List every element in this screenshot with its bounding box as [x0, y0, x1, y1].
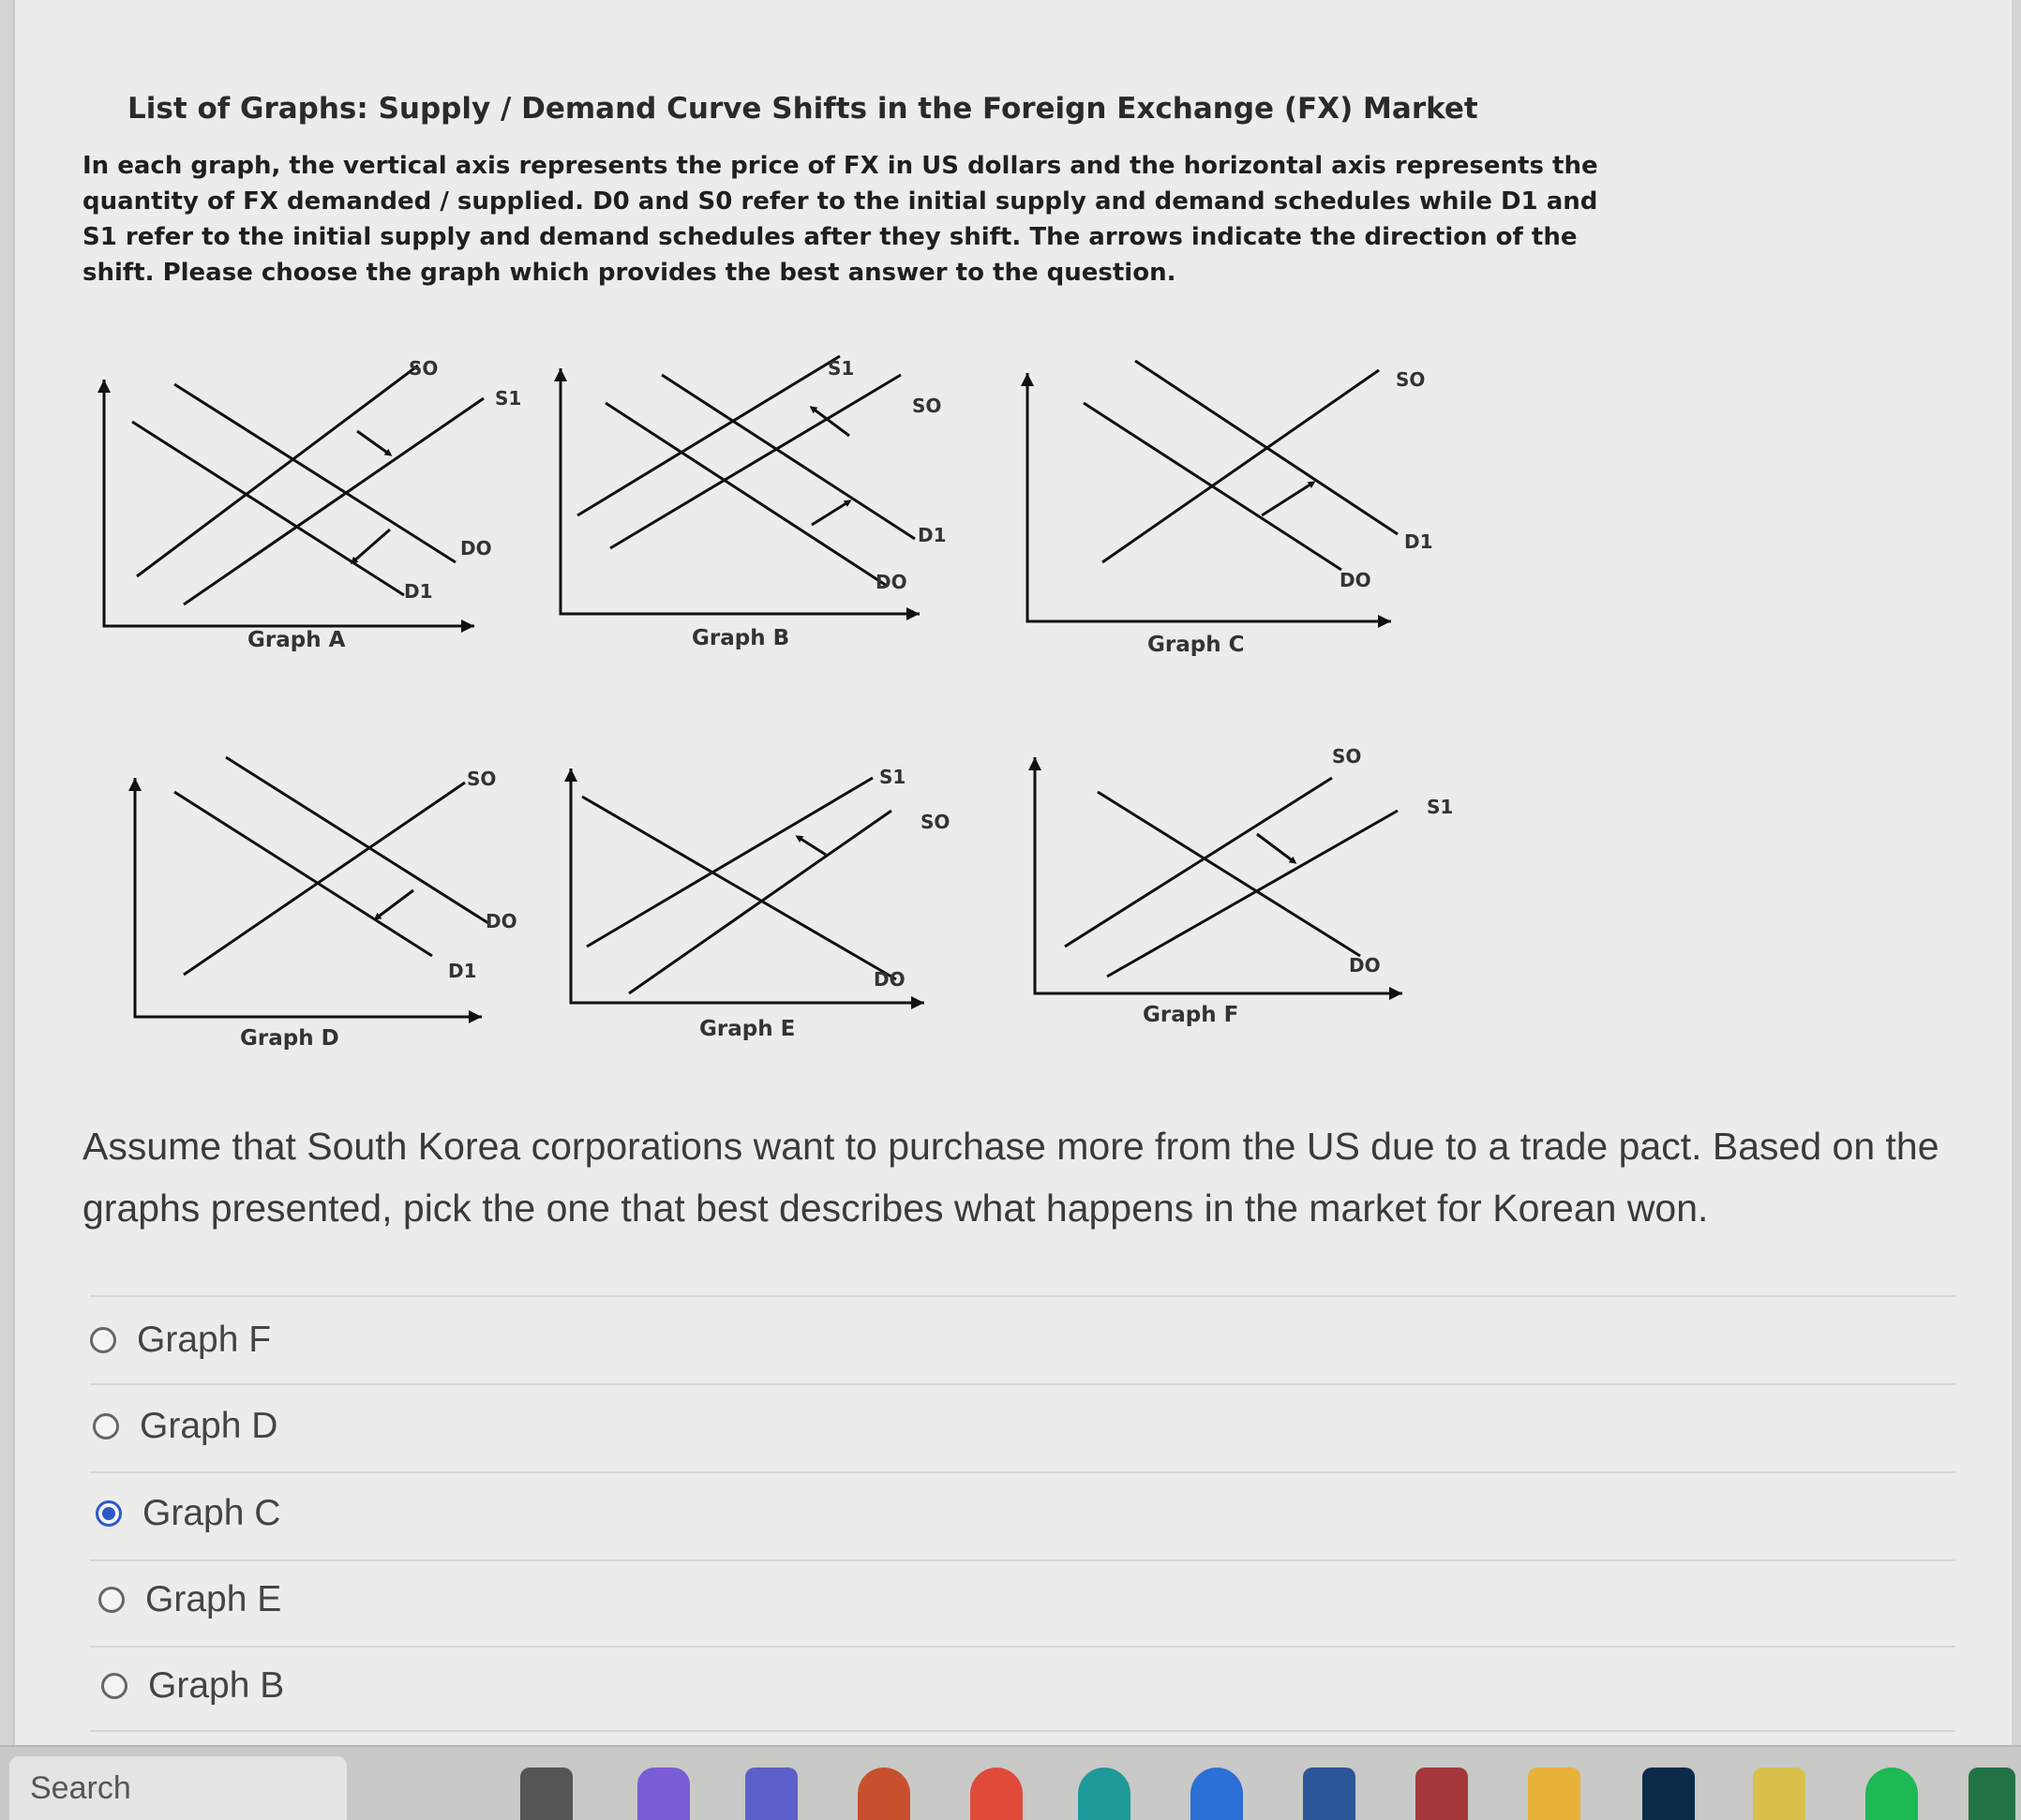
graph-e-demand-d0: [582, 797, 896, 979]
graph-e-caption: Graph E: [699, 1017, 796, 1041]
graph-b: [554, 356, 920, 620]
teams-icon[interactable]: [745, 1768, 798, 1820]
graph-f-demand-d0: [1098, 792, 1360, 956]
graph-f-label-s1: S1: [1427, 796, 1454, 818]
radio-graph-b[interactable]: [101, 1673, 127, 1699]
graph-a-label-d0: DO: [460, 537, 492, 559]
graph-c-demand-d0: [1084, 403, 1341, 570]
graph-e-label-s0: SO: [921, 811, 951, 833]
graph-f-label-d0: DO: [1349, 954, 1381, 977]
graph-a-demand-d1: [132, 422, 404, 595]
graph-e-supply-s1: [587, 778, 873, 947]
graph-c-supply-s0: [1102, 370, 1379, 562]
figure-instructions: In each graph, the vertical axis represents the price of FX in US dollars and the horizontal axis represents the quantity of FX demanded / supplied. D0 and S0 refer to the initial supply and demand schedules while D1 and S1 refer to the initial supply and demand schedules after they shift. The arrows indicate the direction of the shift. Please choose the graph which provides the best answer to the question.: [82, 152, 1598, 287]
chrome-icon[interactable]: [970, 1768, 1023, 1820]
radio-graph-d[interactable]: [93, 1413, 119, 1440]
divider: [90, 1471, 1955, 1473]
graph-b-demand-d1: [662, 375, 915, 539]
graph-f-label-s0: SO: [1332, 745, 1362, 768]
divider: [90, 1646, 1955, 1648]
divider: [90, 1295, 1955, 1297]
graph-c-shift-arrow: [1262, 483, 1313, 515]
radio-graph-c[interactable]: [96, 1500, 122, 1527]
graph-f-shift-arrow: [1257, 834, 1295, 862]
divider: [90, 1383, 1955, 1385]
option-graph-b[interactable]: [101, 1665, 284, 1707]
graph-a-label-d1: D1: [404, 580, 433, 603]
graph-d-supply-s0: [184, 783, 465, 975]
graph-d-label-s0: SO: [467, 768, 497, 790]
graph-e-axes: [571, 768, 924, 1003]
graph-c-demand-d1: [1135, 361, 1398, 534]
graph-f-supply-s0: [1065, 778, 1332, 947]
graphs-figure: [15, 0, 2012, 1087]
snipping-tool-icon[interactable]: [1753, 1768, 1805, 1820]
graph-b-label-d0: DO: [876, 571, 907, 593]
graph-b-label-d1: D1: [918, 524, 947, 546]
graph-b-shift-arrow: [812, 501, 849, 525]
file-explorer-icon[interactable]: [1528, 1768, 1580, 1820]
graph-d-label-d0: DO: [486, 910, 517, 932]
graph-d-demand-d0: [226, 757, 488, 923]
graph-e: [564, 768, 924, 1009]
graph-a-demand-d0: [174, 384, 456, 562]
word-icon[interactable]: [1303, 1768, 1355, 1820]
graph-a-label-s0: SO: [409, 357, 439, 380]
photoshop-icon[interactable]: [1642, 1768, 1695, 1820]
divider: [90, 1559, 1955, 1561]
graph-d-caption: Graph D: [240, 1026, 339, 1051]
graph-b-supply-s0: [610, 375, 901, 548]
graph-a-label-s1: S1: [495, 387, 522, 410]
graph-d-axes: [135, 778, 482, 1017]
graph-b-label-s0: SO: [912, 395, 942, 417]
graph-e-supply-s0: [629, 811, 891, 993]
graph-e-label-d0: DO: [874, 968, 906, 991]
graph-d: [128, 757, 488, 1023]
access-icon[interactable]: [1415, 1768, 1468, 1820]
graph-a-shift-arrow: [357, 431, 390, 455]
graph-d-demand-d1: [174, 792, 432, 956]
graph-e-label-s1: S1: [879, 766, 906, 788]
option-graph-f[interactable]: [90, 1320, 271, 1361]
divider: [90, 1730, 1955, 1732]
graph-c-caption: Graph C: [1147, 633, 1245, 657]
option-label: Graph C: [142, 1493, 281, 1533]
option-label: Graph D: [140, 1406, 278, 1446]
graph-b-shift-arrow: [812, 408, 849, 436]
option-label: Graph B: [148, 1665, 285, 1706]
taskbar-search[interactable]: [9, 1756, 347, 1820]
excel-icon[interactable]: [1969, 1768, 2015, 1820]
copilot-icon[interactable]: [637, 1768, 690, 1820]
graph-b-caption: Graph B: [692, 626, 790, 650]
graph-c-label-s0: SO: [1396, 368, 1426, 391]
graph-d-shift-arrow: [376, 890, 413, 918]
graph-e-shift-arrow: [798, 837, 826, 855]
spotify-icon[interactable]: [1865, 1768, 1918, 1820]
radio-graph-e[interactable]: [98, 1587, 125, 1613]
search-label: Search: [30, 1769, 131, 1806]
graph-c-label-d0: DO: [1340, 569, 1371, 591]
graph-a-caption: Graph A: [247, 628, 346, 652]
option-label: Graph F: [137, 1320, 272, 1360]
question-panel: [13, 0, 2012, 1745]
powerpoint-icon[interactable]: [858, 1768, 910, 1820]
graph-a-shift-arrow: [352, 530, 390, 562]
option-label: Graph E: [145, 1579, 282, 1619]
question-text: Assume that South Korea corporations want to purchase more from the US due to a trade pact. Based on the graphs presented, pick the one that best describes what happens in the market for Korean won.: [82, 1125, 1939, 1230]
graph-d-label-d1: D1: [448, 960, 477, 982]
graph-f-caption: Graph F: [1143, 1003, 1239, 1027]
option-graph-e[interactable]: [98, 1579, 281, 1620]
graph-b-label-s1: S1: [828, 357, 855, 380]
graph-f-axes: [1035, 757, 1402, 993]
figure-title: List of Graphs: Supply / Demand Curve Shifts in the Foreign Exchange (FX) Market: [127, 92, 1478, 126]
task-view-icon[interactable]: [520, 1768, 573, 1820]
option-graph-c[interactable]: [96, 1493, 280, 1534]
settings-icon[interactable]: [1190, 1768, 1243, 1820]
graph-f: [1028, 757, 1402, 1000]
radio-graph-f[interactable]: [90, 1327, 116, 1353]
graph-c-label-d1: D1: [1404, 530, 1433, 553]
option-graph-d[interactable]: [93, 1406, 277, 1447]
taskbar: [0, 1745, 2021, 1820]
edge-icon[interactable]: [1078, 1768, 1130, 1820]
